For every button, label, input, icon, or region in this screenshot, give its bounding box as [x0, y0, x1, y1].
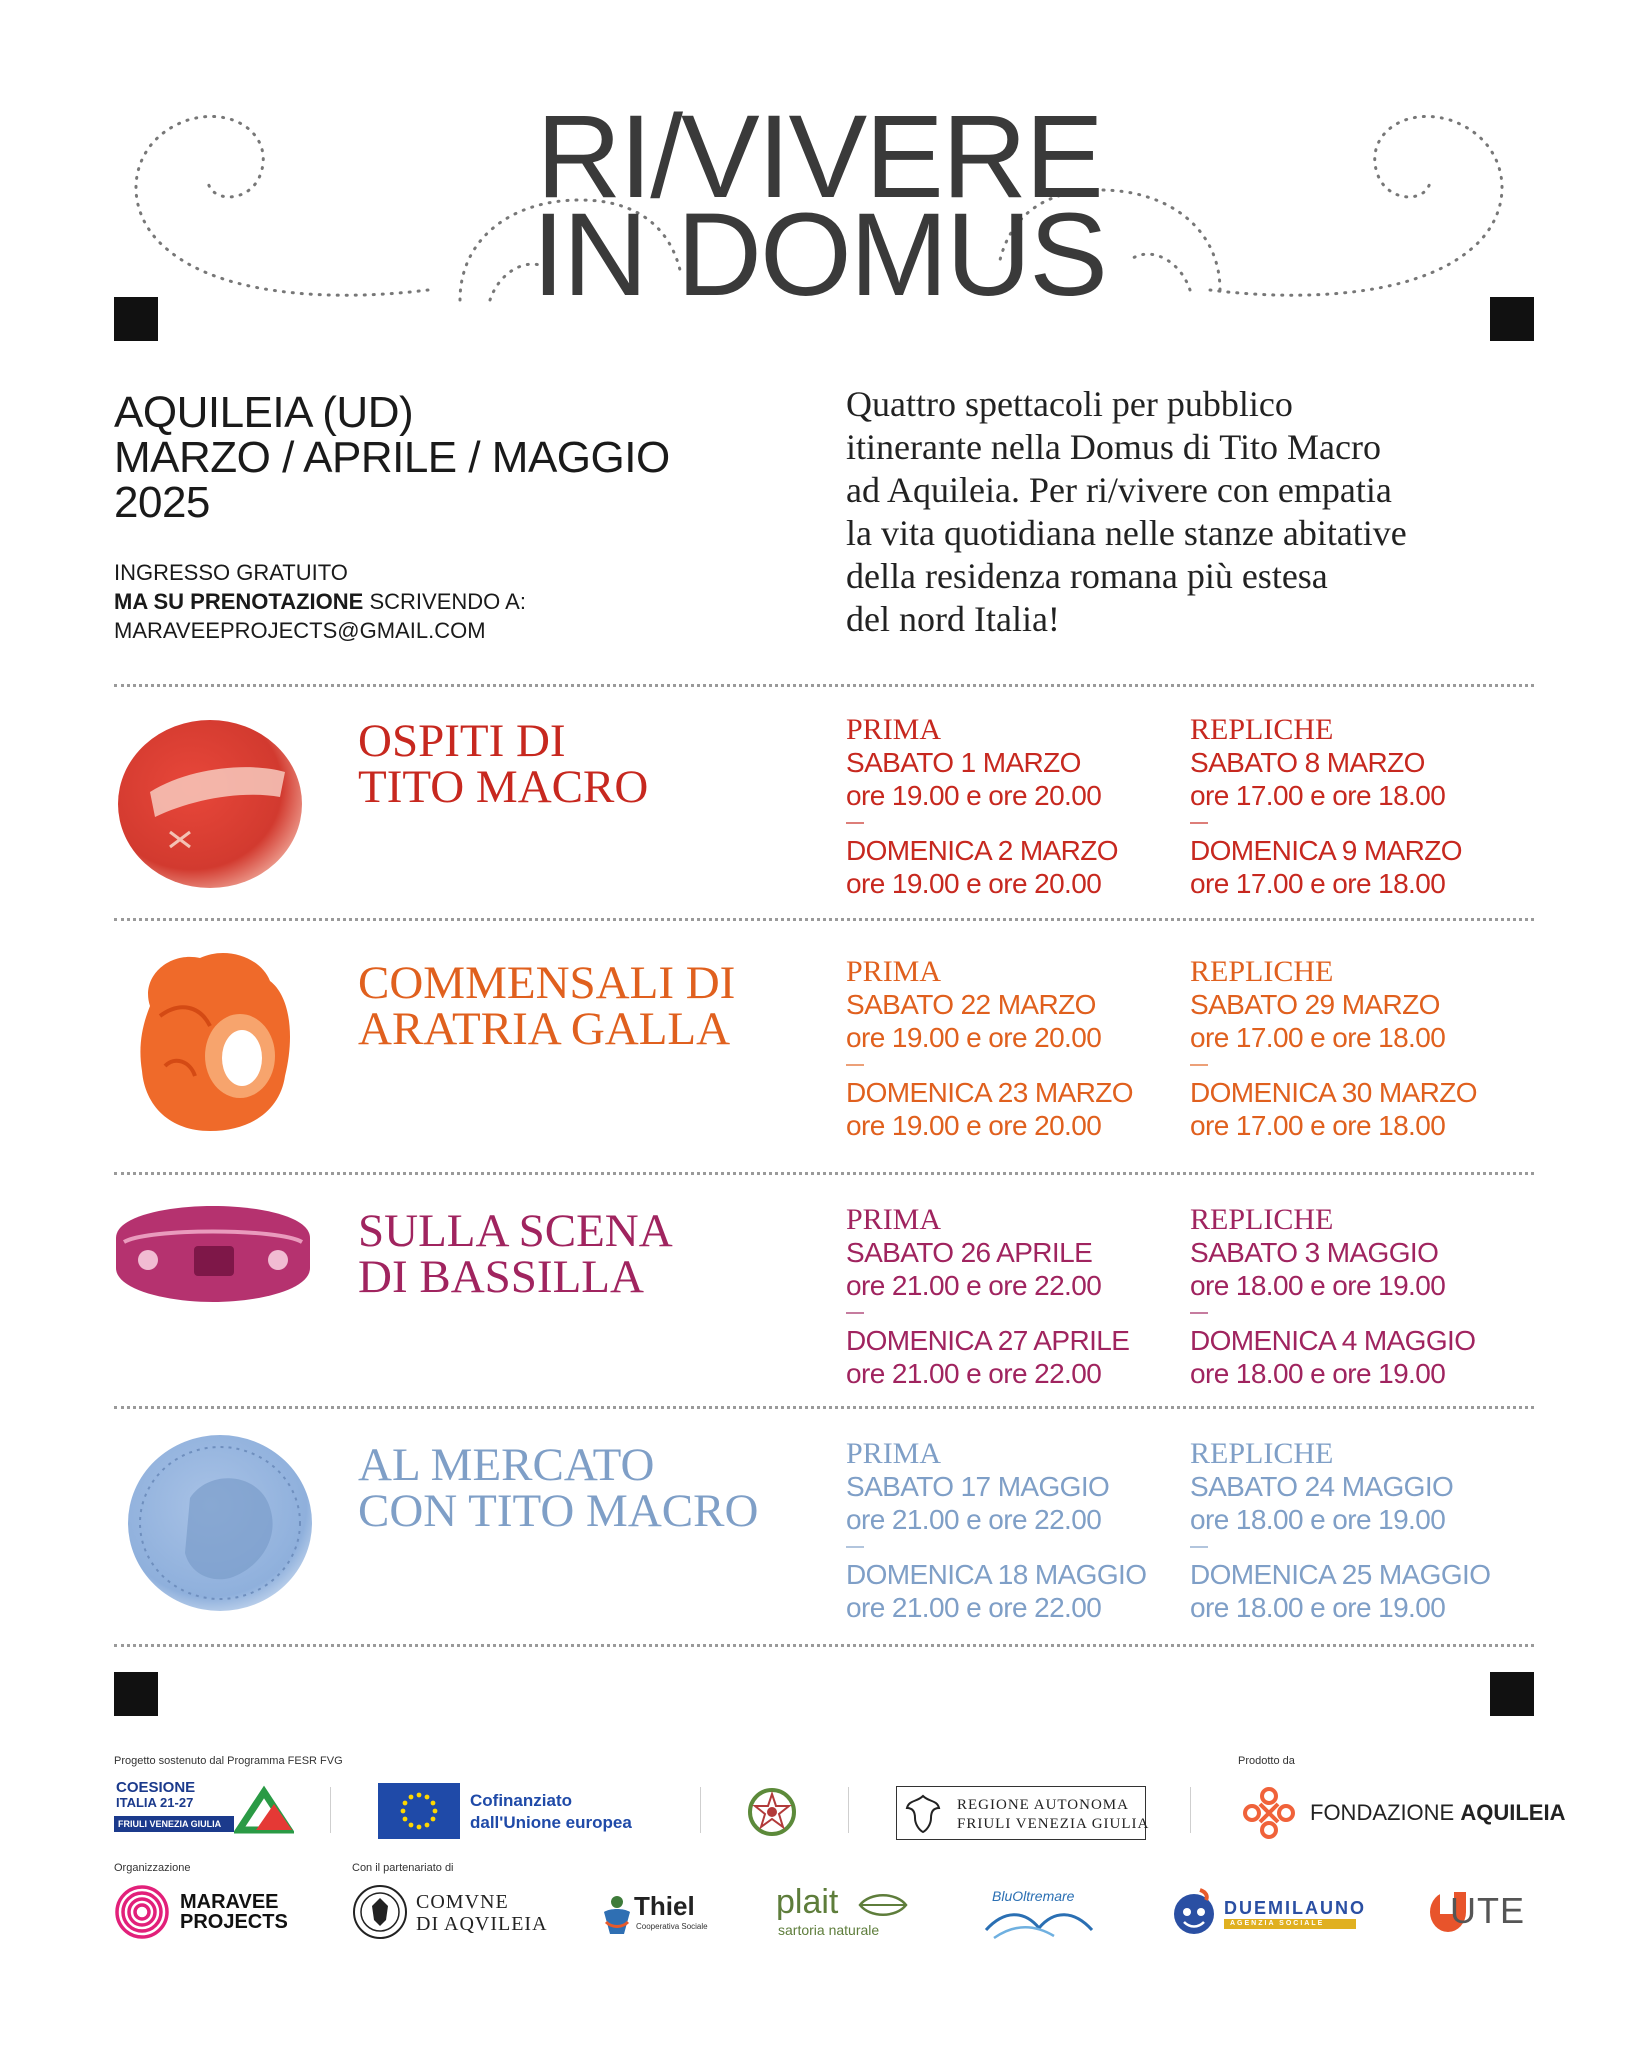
repliche-column: [1190, 1204, 1475, 1390]
comune-aquileia-logo: [352, 1884, 552, 1940]
comune-line-1: COMVNE: [416, 1891, 509, 1913]
repliche-column: [1190, 1438, 1490, 1624]
repliche-heading: REPLICHE: [1190, 955, 1334, 988]
booking-text: [114, 587, 526, 616]
prima-heading: PRIMA: [846, 1203, 942, 1236]
description-line: itinerante nella Domus di Tito Macro: [846, 427, 1381, 467]
date-times: ore 17.00 e ore 18.00: [1190, 780, 1446, 811]
maravee-projects-logo: [114, 1884, 314, 1940]
date-times: ore 18.00 e ore 19.00: [1190, 1592, 1446, 1623]
main-title: [0, 91, 1638, 321]
show-row-2: [0, 950, 1638, 1175]
show-title-line-1: OSPITI DI: [358, 715, 566, 767]
show-title: [358, 1439, 759, 1537]
date-day: SABATO 29 MARZO: [1190, 989, 1440, 1020]
produced-label: Prodotto da: [1238, 1755, 1295, 1767]
repliche-heading: REPLICHE: [1190, 1203, 1334, 1236]
date-times: ore 19.00 e ore 20.00: [846, 868, 1102, 899]
eu-flag-icon: [378, 1783, 460, 1839]
bluoltremare-text: BluOltremare: [992, 1888, 1075, 1904]
fondazione-text-a: FONDAZIONE: [1310, 1800, 1461, 1825]
logo-divider: [700, 1787, 701, 1833]
prima-heading: PRIMA: [846, 713, 942, 746]
date-times: ore 19.00 e ore 20.00: [846, 1022, 1102, 1053]
date-day: DOMENICA 4 MAGGIO: [1190, 1325, 1476, 1356]
date-day: DOMENICA 9 MARZO: [1190, 835, 1462, 866]
date-day: SABATO 24 MAGGIO: [1190, 1471, 1454, 1502]
date-separator: [1190, 1064, 1208, 1066]
corner-square-top-right: [1490, 297, 1534, 341]
show-row-3: [0, 1198, 1638, 1423]
comune-seal-icon: [352, 1884, 408, 1940]
date-day: SABATO 1 MARZO: [846, 747, 1081, 778]
date-times: ore 21.00 e ore 22.00: [846, 1358, 1102, 1389]
prima-column: [846, 1438, 1146, 1624]
ute-logo: [1428, 1884, 1538, 1940]
regione-line-1: REGIONE AUTONOMA: [957, 1797, 1129, 1813]
booking-bold: MA SU PRENOTAZIONE: [114, 589, 364, 614]
prima-column: [846, 956, 1133, 1142]
repliche-heading: REPLICHE: [1190, 1437, 1334, 1470]
plait-name: plait: [776, 1883, 839, 1921]
booking-info: [114, 558, 526, 645]
regione-line-2: FRIULI VENEZIA GIULIA: [957, 1816, 1150, 1832]
date-times: ore 18.00 e ore 19.00: [1190, 1504, 1446, 1535]
wave-icon: [984, 1900, 1094, 1940]
show-title-line-1: AL MERCATO: [358, 1439, 655, 1491]
date-times: ore 18.00 e ore 19.00: [1190, 1358, 1446, 1389]
corner-square-bottom-right: [1490, 1672, 1534, 1716]
date-separator: [1190, 1312, 1208, 1314]
date-day: DOMENICA 27 APRILE: [846, 1325, 1130, 1356]
event-location: AQUILEIA (UD): [114, 388, 414, 437]
show-title-line-2: TITO MACRO: [358, 761, 649, 813]
date-times: ore 21.00 e ore 22.00: [846, 1592, 1102, 1623]
italian-republic-emblem-icon: [745, 1784, 799, 1840]
regione-fvg-logo: [896, 1786, 1150, 1840]
show-title-line-2: ARATRIA GALLA: [358, 1003, 731, 1055]
leaf-icon: [858, 1890, 908, 1920]
date-separator: [846, 1312, 864, 1314]
description-line: la vita quotidiana nelle stanze abitative: [846, 513, 1407, 553]
date-separator: [1190, 1546, 1208, 1548]
date-times: ore 21.00 e ore 22.00: [846, 1270, 1102, 1301]
maravee-line-2: PROJECTS: [180, 1911, 288, 1933]
thiel-figure-icon: [600, 1894, 634, 1938]
description-line: della residenza romana più estesa: [846, 556, 1328, 596]
date-times: ore 19.00 e ore 20.00: [846, 780, 1102, 811]
show-title: [358, 957, 736, 1055]
prima-heading: PRIMA: [846, 1437, 942, 1470]
maravee-spiral-icon: [114, 1884, 170, 1940]
logo-divider: [848, 1787, 849, 1833]
event-info: [114, 390, 670, 525]
date-times: ore 18.00 e ore 19.00: [1190, 1270, 1446, 1301]
duemilauno-line-2: AGENZIA SOCIALE: [1230, 1920, 1325, 1927]
dotted-divider: [114, 684, 1534, 687]
show-title-line-1: COMMENSALI DI: [358, 957, 736, 1009]
description-line: del nord Italia!: [846, 599, 1060, 639]
fondazione-text: [1310, 1800, 1565, 1826]
prima-column: [846, 1204, 1129, 1390]
plait-sub: sartoria naturale: [778, 1922, 880, 1938]
eu-line-2: dall'Unione europea: [470, 1813, 632, 1832]
description-line: Quattro spettacoli per pubblico: [846, 384, 1293, 424]
date-day: SABATO 22 MARZO: [846, 989, 1096, 1020]
booking-rest: SCRIVENDO A:: [363, 589, 526, 614]
date-day: DOMENICA 30 MARZO: [1190, 1077, 1477, 1108]
date-times: ore 19.00 e ore 20.00: [846, 1110, 1102, 1141]
show-title-line-2: DI BASSILLA: [358, 1251, 644, 1303]
date-times: ore 17.00 e ore 18.00: [1190, 1110, 1446, 1141]
logo-divider: [1190, 1787, 1191, 1833]
date-separator: [846, 1064, 864, 1066]
repliche-column: [1190, 714, 1462, 900]
repliche-heading: REPLICHE: [1190, 713, 1334, 746]
date-day: SABATO 26 APRILE: [846, 1237, 1093, 1268]
corner-square-bottom-left: [114, 1672, 158, 1716]
italy-arrow-icon: [234, 1782, 294, 1834]
date-separator: [846, 1546, 864, 1548]
date-day: SABATO 3 MAGGIO: [1190, 1237, 1439, 1268]
eu-cofinanced-logo: [378, 1783, 658, 1839]
duemilauno-face-icon: [1170, 1886, 1218, 1936]
thiel-logo: [600, 1888, 710, 1942]
show-title-line-2: CON TITO MACRO: [358, 1485, 759, 1537]
bluoltremare-logo: [984, 1886, 1104, 1942]
duemilauno-logo: [1170, 1886, 1366, 1940]
fondazione-text-b: AQUILEIA: [1460, 1800, 1566, 1825]
date-day: DOMENICA 23 MARZO: [846, 1077, 1133, 1108]
date-day: DOMENICA 25 MAGGIO: [1190, 1559, 1491, 1590]
date-day: DOMENICA 2 MARZO: [846, 835, 1118, 866]
date-day: SABATO 8 MARZO: [1190, 747, 1425, 778]
event-year: 2025: [114, 478, 210, 527]
date-times: ore 17.00 e ore 18.00: [1190, 1022, 1446, 1053]
ute-text: UTE: [1450, 1890, 1525, 1931]
repliche-column: [1190, 956, 1477, 1142]
corner-square-top-left: [114, 297, 158, 341]
eagle-icon: [903, 1792, 943, 1834]
title-line-1: RI/VIVERE: [536, 91, 1102, 223]
show-title: [358, 1205, 673, 1303]
partnership-label: Con il partenariato di: [352, 1862, 454, 1874]
coesione-line-1: COESIONE: [116, 1779, 196, 1796]
thiel-sub: Cooperativa Sociale: [636, 1922, 708, 1931]
program-label: Progetto sostenuto dal Programma FESR FVG: [114, 1755, 343, 1767]
comune-line-2: DI AQVILEIA: [416, 1913, 548, 1935]
prima-heading: PRIMA: [846, 955, 942, 988]
show-title-line-1: SULLA SCENA: [358, 1205, 673, 1257]
date-day: DOMENICA 18 MAGGIO: [846, 1559, 1147, 1590]
date-times: ore 21.00 e ore 22.00: [846, 1504, 1102, 1535]
coin-image: [120, 1428, 320, 1618]
stone-artifact-image: [110, 712, 310, 892]
description-line: ad Aquileia. Per ri/vivere con empatia: [846, 470, 1392, 510]
booking-email[interactable]: MARAVEEPROJECTS@GMAIL.COM: [114, 618, 486, 643]
maravee-line-1: MARAVEE: [180, 1891, 279, 1913]
coesione-line-3-text: FRIULI VENEZIA GIULIA: [118, 1819, 222, 1829]
plait-logo: [776, 1884, 916, 1942]
event-months: MARZO / APRILE / MAGGIO: [114, 433, 670, 482]
logo-divider: [330, 1787, 331, 1833]
coesione-line-2: ITALIA 21-27: [116, 1795, 194, 1810]
date-times: ore 17.00 e ore 18.00: [1190, 868, 1446, 899]
eu-line-1: Cofinanziato: [470, 1791, 572, 1810]
entry-text: INGRESSO GRATUITO: [114, 560, 348, 585]
fondazione-aquileia-logo: [1238, 1786, 1566, 1840]
show-row-1: [0, 708, 1638, 933]
title-line-2: IN DOMUS: [532, 189, 1106, 321]
coesione-italia-logo: [114, 1780, 294, 1838]
date-separator: [1190, 822, 1208, 824]
description: [846, 383, 1546, 641]
ring-sculpture-image: [130, 946, 300, 1136]
show-row-4: [0, 1432, 1638, 1657]
thiel-name: Thiel: [634, 1891, 695, 1921]
show-title: [358, 715, 649, 813]
duemilauno-line-1: DUEMILAUNO: [1224, 1898, 1366, 1918]
prima-column: [846, 714, 1118, 900]
ring-image: [108, 1198, 318, 1308]
date-separator: [846, 822, 864, 824]
organization-label: Organizzazione: [114, 1862, 191, 1874]
fondazione-flower-icon: [1238, 1786, 1300, 1840]
date-day: SABATO 17 MAGGIO: [846, 1471, 1110, 1502]
